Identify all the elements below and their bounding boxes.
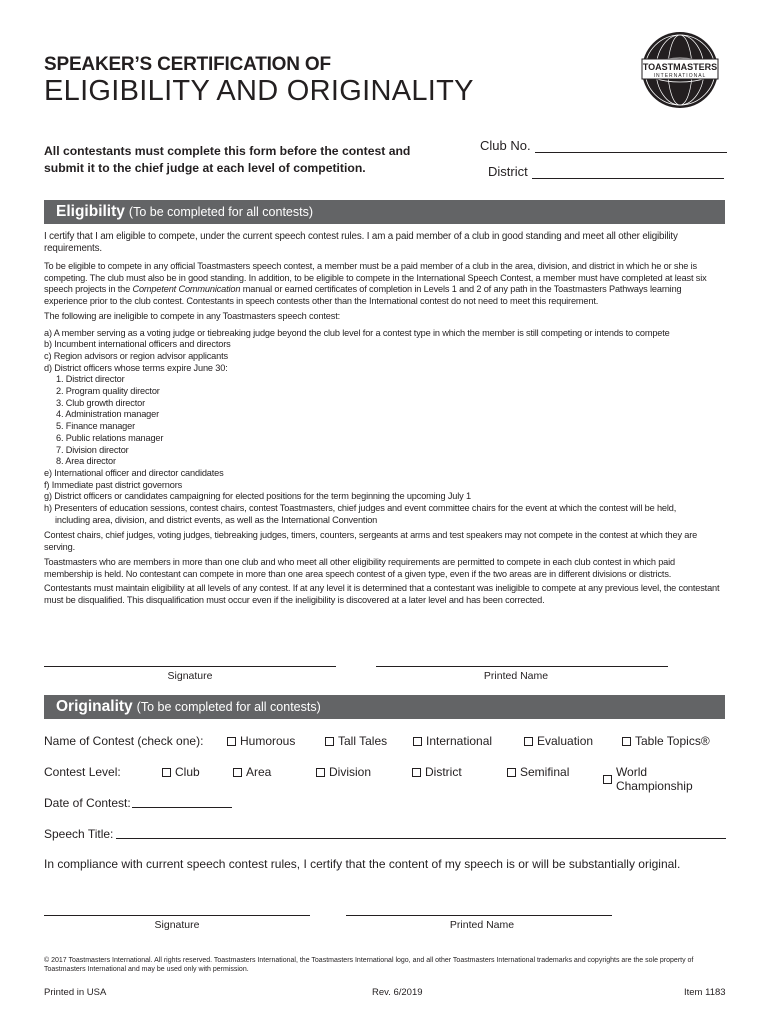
date-input[interactable] [132,796,232,808]
contest-option-humorous[interactable]: Humorous [227,734,295,748]
form-title-line1: SPEAKER’S CERTIFICATION OF [44,54,331,75]
printed-in: Printed in USA [44,987,107,998]
originality-signature-line[interactable] [44,915,310,916]
sub-list-item: 7. Division director [56,444,129,455]
originality-subtitle: (To be completed for all contests) [136,700,321,714]
originality-header [44,695,725,719]
club-no-label: Club No. [480,138,531,153]
contest-level-label: Contest Level: [44,765,121,779]
contest-name-row [44,734,726,750]
club-no-input[interactable] [535,139,727,153]
compliance-statement: In compliance with current speech contest rules, I certify that the content of my speech is or will be substantially original. [44,857,681,871]
eligibility-para5: Contestants must maintain eligibility at all levels of any contest. If at any level it is determined that a contestant was ineligible to compete at any previous level, the contestant must be disqualified. This disqualification must occur even if the ineligibility is discovered at a later level and has been corrected. [44,583,720,605]
logo-text-main: TOASTMASTERS [642,62,718,72]
checkbox[interactable] [507,768,516,777]
date-label: Date of Contest: [44,796,131,810]
instructions: All contestants must complete this form before the contest and submit it to the chief judge at each level of competition. [44,144,411,175]
eligibility-para3: Contest chairs, chief judges, voting judges, tiebreaking judges, timers, counters, sergeants at arms and test speakers may not compete in the contest at which they are serving. [44,530,698,553]
checkbox[interactable] [316,768,325,777]
sub-list-item: 4. Administration manager [56,409,159,420]
list-item: g) District officers or candidates campaigning for elected positions for the term beginning the upcoming July 1 [44,491,471,502]
originality-printed-name-label: Printed Name [449,919,515,931]
originality-printed-name-line[interactable] [346,915,612,916]
item-number: Item 1183 [684,987,726,998]
checkbox[interactable] [524,737,533,746]
eligibility-para2: The following are ineligible to compete in any Toastmasters speech contest: [44,310,341,321]
list-item-continuation: including area, division, and district events, as well as the International Convention [55,514,378,525]
eligibility-printed-name-label: Printed Name [483,670,549,682]
eligibility-body [44,231,724,610]
checkbox[interactable] [162,768,171,777]
level-option-world-championship[interactable]: World Championship [603,765,726,793]
list-item: e) International officer and director candidates [44,467,224,478]
ineligible-list [44,328,724,527]
club-no-field [480,138,727,153]
checkbox[interactable] [325,737,334,746]
level-option-semifinal[interactable]: Semifinal [507,765,569,779]
form-title-line2: ELIGIBILITY AND ORIGINALITY [44,75,474,107]
checkbox[interactable] [603,775,612,784]
checkbox[interactable] [413,737,422,746]
sub-list-item: 3. Club growth director [56,397,145,408]
checkbox[interactable] [227,737,236,746]
list-item: h) Presenters of education sessions, contest chairs, contest Toastmasters, chief judges and event committee chairs for the event at which the contest will be held, [44,503,677,514]
list-item: d) District officers whose terms expire June 30: [44,362,228,373]
eligibility-signature-line[interactable] [44,666,336,667]
eligibility-para1: To be eligible to compete in any official Toastmasters speech contest, a member must be a paid member of a club in the area, division, and district in which he or she is competing. The club must also be in good standing. In addition, to be eligible to compete in the International Speech Contest, a member must have completed at least six speech projects in the Competent Communication manual or earned certificates of completion in Levels 1 and 2 of any path in the Toastmasters Pathways learning experience prior to the club contest. Contestants in speech contests other than the International contest do not need to meet this requirement. [44,261,707,307]
toastmasters-logo [640,30,720,110]
revision: Rev. 6/2019 [372,987,423,998]
list-item: a) A member serving as a voting judge or tiebreaking judge beyond the club level for a contest type in which the member is still competing or intends to compete [44,327,670,338]
contest-option-tall-tales[interactable]: Tall Tales [325,734,387,748]
speech-title-input[interactable] [116,827,726,839]
list-item: c) Region advisors or region advisor applicants [44,350,228,361]
sub-list-item: 8. Area director [56,456,116,467]
eligibility-printed-name-line[interactable] [376,666,668,667]
contest-option-evaluation[interactable]: Evaluation [524,734,593,748]
list-item: b) Incumbent international officers and directors [44,339,231,350]
eligibility-header [44,200,725,224]
sub-list-item: 2. Program quality director [56,386,160,397]
sub-list-item: 5. Finance manager [56,421,136,432]
eligibility-signature-label: Signature [167,670,213,682]
originality-title: Originality [56,698,133,715]
contest-option-table-topics[interactable]: Table Topics® [622,734,710,748]
sub-list-item: 6. Public relations manager [56,432,164,443]
speech-title-label: Speech Title: [44,827,114,841]
eligibility-certify: I certify that I am eligible to compete, under the current speech contest rules. I am a paid member of a club in good standing and meet all other eligibility requirements. [44,231,678,254]
eligibility-title: Eligibility [56,203,125,220]
level-option-division[interactable]: Division [316,765,371,779]
eligibility-para4: Toastmasters who are members in more than one club and who meet all other eligibility requirements are permitted to compete in each club contest in which paid membership is held. No contestant can compete in more than one area speech contest of a given type, even if the two areas are in different divisions or districts. [44,556,675,579]
checkbox[interactable] [412,768,421,777]
district-input[interactable] [532,165,724,179]
district-label: District [488,164,528,179]
eligibility-subtitle: (To be completed for all contests) [128,205,314,219]
logo-text-sub: INTERNATIONAL [653,73,707,79]
contest-name-label: Name of Contest (check one): [44,734,204,748]
district-field [488,164,724,179]
checkbox[interactable] [622,737,631,746]
originality-signature-label: Signature [154,919,200,931]
list-item: f) Immediate past district governors [44,479,183,490]
checkbox[interactable] [233,768,242,777]
contest-option-international[interactable]: International [413,734,492,748]
level-option-area[interactable]: Area [233,765,271,779]
contest-level-row [44,765,726,793]
level-option-district[interactable]: District [412,765,462,779]
sub-list-item: 1. District director [56,374,125,385]
level-option-club[interactable]: Club [162,765,200,779]
copyright-notice: © 2017 Toastmasters International. All rights reserved. Toastmasters International, the Toastmasters International logo, and all other Toastmasters International trademarks and copyrights are the sole property of Toastmasters International and may be used only with permission. [44,957,694,973]
